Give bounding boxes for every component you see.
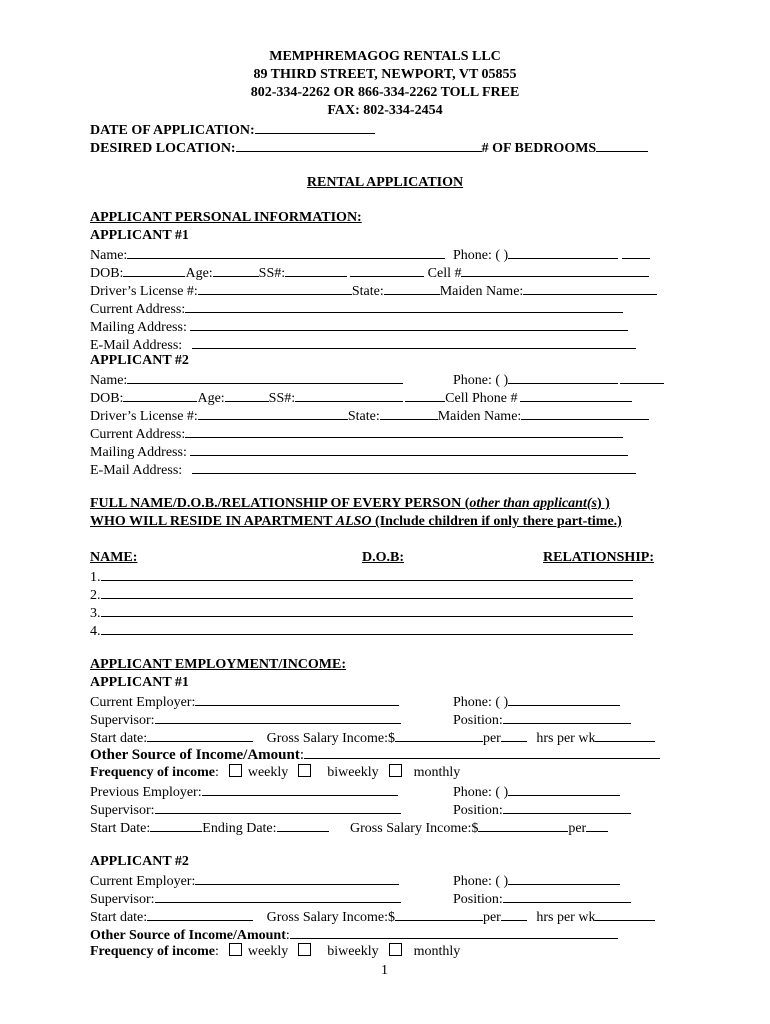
e2-gross-field[interactable]	[395, 907, 483, 921]
a2-email-field[interactable]	[192, 460, 636, 474]
e1-phone-field[interactable]	[508, 692, 620, 706]
start-date-label: Start date:	[90, 731, 148, 746]
weekly-label: weekly	[247, 944, 289, 959]
ending-date-label: Ending Date:	[202, 821, 277, 836]
e1-prev-gross-field[interactable]	[478, 818, 568, 832]
row-number: 4.	[90, 624, 101, 639]
e2-position-field[interactable]	[503, 889, 631, 903]
ss-label: SS#:	[258, 266, 286, 281]
e2-hrs-field[interactable]	[595, 907, 655, 921]
other-income-label: Other Source of Income/Amount	[90, 928, 286, 943]
e1-gross-field[interactable]	[395, 728, 483, 742]
a2-mailing-address-field[interactable]	[190, 442, 628, 456]
biweekly-label: biweekly	[327, 765, 379, 780]
bedrooms-label: # OF BEDROOMS	[481, 141, 597, 156]
e2-phone-field[interactable]	[508, 871, 620, 885]
a1-current-address-field[interactable]	[185, 299, 623, 313]
resident-2-field[interactable]	[101, 585, 633, 599]
e2-frequency-row: Frequency of income: weekly biweekly monthly	[90, 944, 461, 959]
a2-dob-field[interactable]	[123, 388, 197, 402]
residents-heading-2-text: WHO WILL RESIDE IN APARTMENT	[90, 514, 336, 529]
date-of-application-field[interactable]	[255, 120, 375, 134]
col-dob-header: D.O.B:	[362, 550, 404, 565]
e1-other-income-row: Other Source of Income/Amount:	[90, 745, 660, 764]
position-label: Position:	[453, 892, 503, 907]
e1-prev-phone-field[interactable]	[508, 782, 620, 796]
e2-employer-row	[90, 871, 399, 891]
weekly-checkbox[interactable]	[229, 764, 242, 777]
residents-heading-1-italic: other than applicant(s	[469, 496, 597, 511]
biweekly-checkbox[interactable]	[298, 943, 311, 956]
supervisor-label: Supervisor:	[90, 892, 155, 907]
frequency-label: Frequency of income	[90, 765, 215, 780]
start-date-label: Start date:	[90, 910, 148, 925]
e1-employer-row	[90, 692, 399, 712]
a2-maiden-field[interactable]	[521, 406, 649, 420]
a2-phone-row	[453, 370, 664, 390]
e2-start-row	[90, 907, 655, 927]
previous-employer-label: Previous Employer:	[90, 785, 202, 800]
employer-label: Current Employer:	[90, 695, 196, 710]
e2-start-field[interactable]	[147, 907, 253, 921]
age-label: Age:	[185, 266, 213, 281]
a2-license-field[interactable]	[198, 406, 348, 420]
position-label: Position:	[453, 803, 503, 818]
weekly-checkbox[interactable]	[229, 943, 242, 956]
e2-phone-row	[453, 871, 620, 891]
a1-cell-field[interactable]	[461, 263, 649, 277]
gross-salary-label: Gross Salary Income:$	[266, 731, 395, 746]
hrs-per-wk-label: hrs per wk	[536, 910, 596, 925]
e1-prev-position-field[interactable]	[503, 800, 631, 814]
page-number: 1	[381, 963, 388, 978]
a1-ss-field-2[interactable]	[350, 263, 424, 277]
col-name-header: NAME:	[90, 550, 138, 565]
residents-heading-1-text: FULL NAME/D.O.B./RELATIONSHIP OF EVERY PERSON (	[90, 496, 470, 511]
a1-current-row	[90, 299, 623, 319]
row-number: 3.	[90, 606, 101, 621]
supervisor-label: Supervisor:	[90, 713, 155, 728]
supervisor-label: Supervisor:	[90, 803, 155, 818]
e2-supervisor-field[interactable]	[155, 889, 401, 903]
age-label: Age:	[197, 391, 225, 406]
company-phones: 802-334-2262 OR 866-334-2262 TOLL FREE	[250, 85, 520, 100]
e1-supervisor-field[interactable]	[155, 710, 401, 724]
row-number: 2.	[90, 588, 101, 603]
personal-info-heading: APPLICANT PERSONAL INFORMATION:	[90, 210, 362, 225]
a1-maiden-field[interactable]	[523, 281, 657, 295]
e2-other-income-row: Other Source of Income/Amount:	[90, 925, 618, 945]
a1-email-field[interactable]	[192, 335, 636, 349]
a2-dob-row	[90, 388, 632, 408]
biweekly-checkbox[interactable]	[298, 764, 311, 777]
monthly-checkbox[interactable]	[389, 764, 402, 777]
a2-name-field[interactable]	[127, 370, 403, 384]
gross-salary-label: Gross Salary Income:$	[266, 910, 395, 925]
other-income-label: Other Source of Income/Amount	[90, 747, 300, 763]
e1-other-income-field[interactable]	[304, 745, 660, 759]
e1-prev-start-field[interactable]	[150, 818, 202, 832]
residents-heading-2-italic: ALSO	[335, 514, 372, 529]
company-fax: FAX: 802-334-2454	[327, 103, 443, 118]
e1-phone-row	[453, 692, 620, 712]
per-label: per	[482, 731, 501, 746]
e1-prev-position-row	[453, 800, 631, 820]
e1-prev-employer-row	[90, 782, 398, 802]
a1-name-field[interactable]	[127, 245, 445, 259]
e1-prev-per-field[interactable]	[586, 818, 608, 832]
dob-label: DOB:	[90, 391, 124, 406]
e1-prev-supervisor-field[interactable]	[155, 800, 401, 814]
desired-location-row	[90, 138, 648, 158]
phone-label: Phone: ( )	[453, 874, 509, 889]
name-label: Name:	[90, 373, 128, 388]
a2-current-row	[90, 424, 623, 444]
cell-label: Cell #	[427, 266, 462, 281]
a2-phone-field[interactable]	[508, 370, 618, 384]
employment-applicant-1-heading: APPLICANT #1	[90, 675, 189, 690]
company-address: 89 THIRD STREET, NEWPORT, VT 05855	[253, 67, 517, 82]
a1-ss-field[interactable]	[285, 263, 347, 277]
a2-email-row	[90, 460, 636, 480]
current-address-label: Current Address:	[90, 427, 186, 442]
e1-prev-ending-field[interactable]	[277, 818, 329, 832]
state-label: State:	[347, 409, 380, 424]
e2-supervisor-row	[90, 889, 401, 909]
e1-start-field[interactable]	[147, 728, 253, 742]
residents-heading-1	[90, 495, 610, 513]
e1-frequency-row: Frequency of income: weekly biweekly monthly	[90, 765, 461, 780]
monthly-label: monthly	[413, 765, 461, 780]
e2-employer-field[interactable]	[195, 871, 399, 885]
a2-current-address-field[interactable]	[185, 424, 623, 438]
desired-location-label: DESIRED LOCATION:	[90, 141, 236, 156]
a1-license-field[interactable]	[198, 281, 352, 295]
a2-ss-field-2[interactable]	[405, 388, 445, 402]
applicant-1-heading: APPLICANT #1	[90, 228, 189, 243]
dob-label: DOB:	[90, 266, 124, 281]
a1-dob-row	[90, 263, 649, 283]
mailing-address-label: Mailing Address:	[90, 320, 187, 335]
company-name: MEMPHREMAGOG RENTALS LLC	[269, 49, 501, 64]
gross-salary-label: Gross Salary Income:$	[350, 821, 479, 836]
a1-phone-field[interactable]	[508, 245, 618, 259]
resident-4-field[interactable]	[101, 621, 633, 635]
phone-label: Phone: ( )	[453, 785, 509, 800]
state-label: State:	[351, 284, 384, 299]
residents-heading-2-end: (Include children if only there part-time.)	[371, 514, 622, 529]
e1-employer-field[interactable]	[195, 692, 399, 706]
a2-name-row	[90, 370, 403, 390]
col-relationship-header: RELATIONSHIP:	[543, 550, 654, 565]
a2-age-field[interactable]	[225, 388, 269, 402]
e1-position-row	[453, 710, 631, 730]
e2-per-field[interactable]	[501, 907, 527, 921]
email-label: E-Mail Address:	[90, 463, 183, 478]
a1-mailing-address-field[interactable]	[190, 317, 628, 331]
a1-dob-field[interactable]	[123, 263, 185, 277]
position-label: Position:	[453, 713, 503, 728]
biweekly-label: biweekly	[327, 944, 379, 959]
e1-prev-employer-field[interactable]	[202, 782, 398, 796]
cell-phone-label: Cell Phone #	[445, 391, 518, 406]
employment-applicant-2-heading: APPLICANT #2	[90, 854, 189, 869]
a2-state-field[interactable]	[380, 406, 438, 420]
row-number: 1.	[90, 570, 101, 585]
residents-heading-1-end: ) )	[596, 496, 610, 511]
a1-license-row	[90, 281, 657, 301]
employment-heading: APPLICANT EMPLOYMENT/INCOME:	[90, 657, 347, 672]
e1-position-field[interactable]	[503, 710, 631, 724]
e1-per-field[interactable]	[501, 728, 527, 742]
resident-row-3	[90, 603, 633, 623]
applicant-2-heading: APPLICANT #2	[90, 353, 189, 368]
a1-name-row	[90, 245, 445, 265]
mailing-address-label: Mailing Address:	[90, 445, 187, 460]
e1-prev-dates-row	[90, 818, 608, 838]
a1-phone-row	[453, 245, 650, 265]
bedrooms-field[interactable]	[596, 138, 648, 152]
license-label: Driver’s License #:	[90, 409, 198, 424]
e1-supervisor-row	[90, 710, 401, 730]
date-of-application-row	[90, 120, 375, 140]
hrs-per-wk-label: hrs per wk	[536, 731, 596, 746]
phone-label: Phone: ( )	[453, 248, 509, 263]
phone-label: Phone: ( )	[453, 695, 509, 710]
e2-position-row	[453, 889, 631, 909]
resident-1-field[interactable]	[101, 567, 633, 581]
per-label: per	[568, 821, 587, 836]
e1-hrs-field[interactable]	[595, 728, 655, 742]
weekly-label: weekly	[247, 765, 289, 780]
a1-age-field[interactable]	[213, 263, 259, 277]
resident-row-4	[90, 621, 633, 641]
residents-heading-2	[90, 513, 622, 531]
maiden-label: Maiden Name:	[439, 284, 524, 299]
ss-label: SS#:	[268, 391, 296, 406]
a2-phone-ext-field[interactable]	[620, 370, 664, 384]
a2-ss-field[interactable]	[295, 388, 403, 402]
start-date-label: Start Date:	[90, 821, 151, 836]
license-label: Driver’s License #:	[90, 284, 198, 299]
a2-mailing-row	[90, 442, 628, 462]
current-address-label: Current Address:	[90, 302, 186, 317]
a1-mailing-row	[90, 317, 628, 337]
a2-license-row	[90, 406, 649, 426]
frequency-label: Frequency of income	[90, 944, 215, 959]
monthly-checkbox[interactable]	[389, 943, 402, 956]
phone-label: Phone: ( )	[453, 373, 509, 388]
employer-label: Current Employer:	[90, 874, 196, 889]
e2-other-income-field[interactable]	[290, 925, 618, 939]
per-label: per	[482, 910, 501, 925]
maiden-label: Maiden Name:	[437, 409, 522, 424]
e1-prev-supervisor-row	[90, 800, 401, 820]
a1-phone-ext-field[interactable]	[622, 245, 650, 259]
resident-row-2	[90, 585, 633, 605]
date-of-application-label: DATE OF APPLICATION:	[90, 123, 255, 138]
name-label: Name:	[90, 248, 128, 263]
form-title: RENTAL APPLICATION	[306, 175, 464, 190]
e1-prev-phone-row	[453, 782, 620, 802]
resident-row-1	[90, 567, 633, 587]
resident-3-field[interactable]	[101, 603, 633, 617]
a2-cell-field[interactable]	[520, 388, 632, 402]
email-label: E-Mail Address:	[90, 338, 183, 353]
monthly-label: monthly	[413, 944, 461, 959]
a1-state-field[interactable]	[384, 281, 440, 295]
desired-location-field[interactable]	[236, 138, 482, 152]
